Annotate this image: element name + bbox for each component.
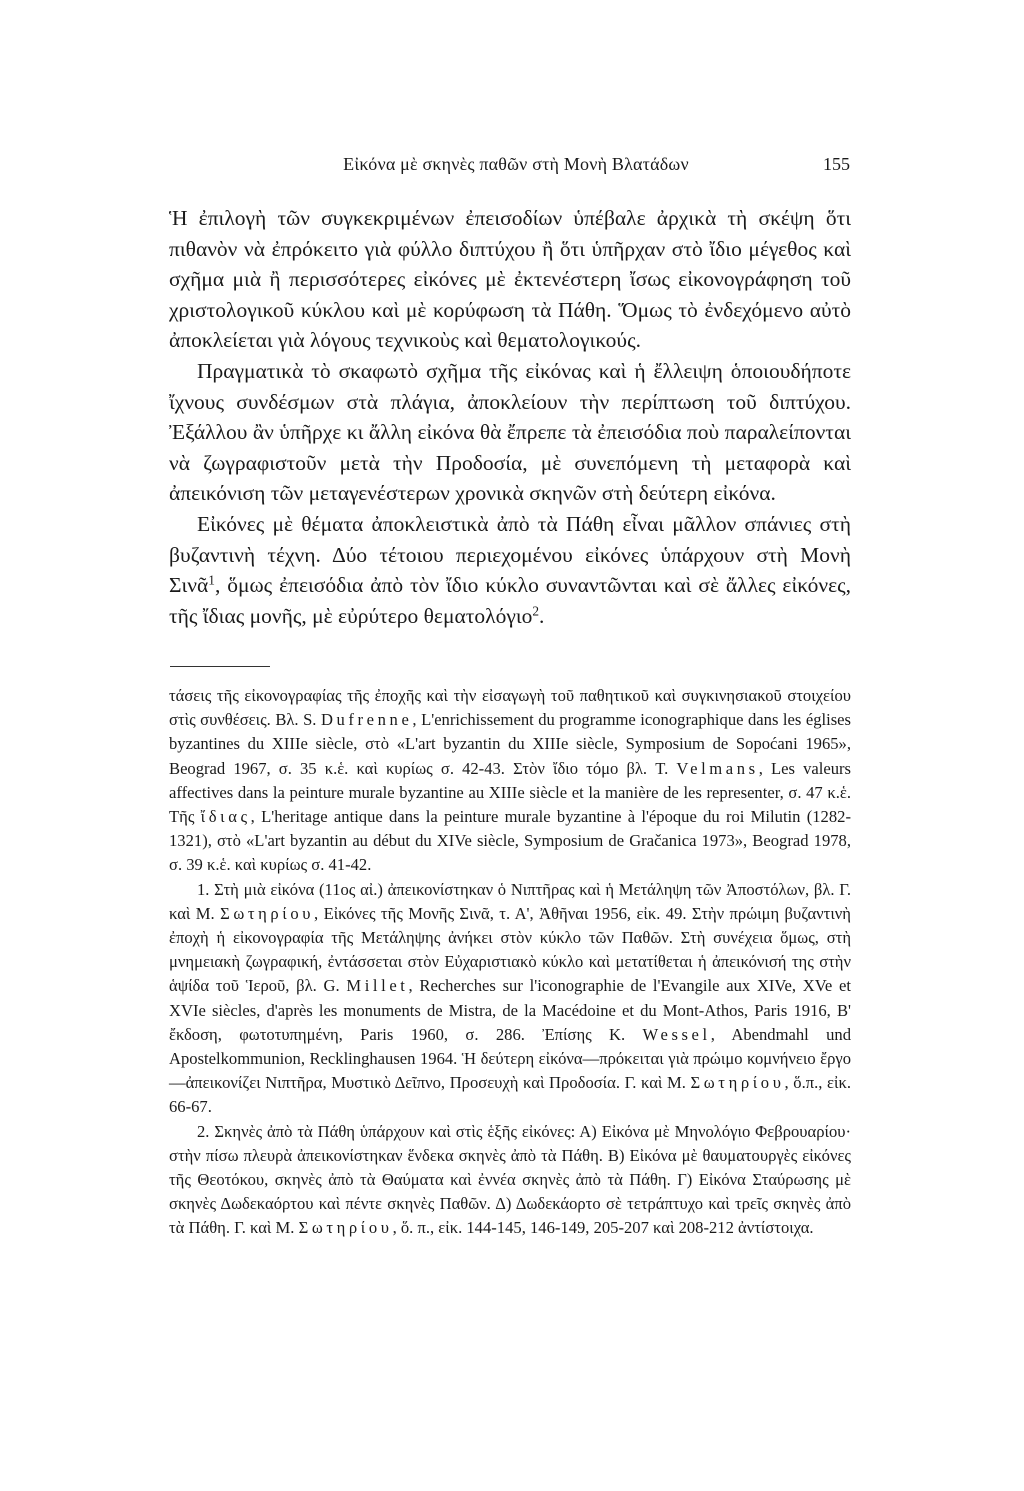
author-name: Dufrenne bbox=[320, 710, 413, 730]
paragraph-3-text-a: Εἰκόνες μὲ θέματα ἀποκλειστικὰ ἀπὸ τὰ Πάθη εἶναι μᾶλλον σπάνιες στὴ βυζαντινὴ τέχνη. Δύο τέτοιου περιεχομένου εἰκόνες ὑπάρχουν στὴ Μονὴ Σινᾶ bbox=[169, 511, 851, 598]
footnote-text: , Recherches sur l'iconographie de l'Evangile aux XIVe, XVe et XVIe siècles, d'après les monuments de Mistra, de la Macédoine et du Mont-Athos, Paris 1916, Β' ἔκδοση, φωτοτυπημένη, Paris 1960, σ. 286. Ἐπίσης K. bbox=[169, 976, 851, 1044]
footnote-text: 1. Στὴ μιὰ εἰκόνα (11ος αἰ.) ἀπεικονίστηκαν ὁ Νιπτῆρας καὶ ἡ Μετάληψη τῶν Ἀποστόλων, βλ. Γ. καὶ Μ. bbox=[169, 879, 851, 923]
footnote-ref-2: 2 bbox=[532, 603, 540, 619]
author-name: Velmans bbox=[676, 758, 759, 778]
paragraph-3 bbox=[169, 509, 851, 631]
paragraph-2: Πραγματικὰ τὸ σκαφωτὸ σχῆμα τῆς εἰκόνας καὶ ἡ ἔλλειψη ὁποιουδήποτε ἴχνους συνδέσμων στὰ πλάγια, ἀποκλείουν τὴν περίπτωση τοῦ διπτύχου. Ἐξάλλου ἂν ὑπῆρχε κι ἄλλη εἰκόνα θὰ ἔπρεπε τὰ ἐπεισόδια ποὺ παραλείπονται νὰ ζωγραφιστοῦν μετὰ τὴν Προδοσία, μὲ συνεπόμενη τὴ μεταφορὰ καὶ ἀπεικόνιση τῶν μεταγενέστερων χρονικὰ σκηνῶν στὴ δεύτερη εἰκόνα. bbox=[169, 358, 851, 506]
footnote-text: , ὅ. π., εἰκ. 144-145, 146-149, 205-207 καὶ 208-212 ἀντίστοιχα. bbox=[392, 1218, 814, 1238]
footnote-text: 2. Σκηνὲς ἀπὸ τὰ Πάθη ὑπάρχουν καὶ στὶς ἑξῆς εἰκόνες: Α) Εἰκόνα μὲ Μηνολόγιο Φεβρουαρίου· στὴν πίσω πλευρὰ ἀπεικονίστηκαν ἕνδεκα σκηνὲς ἀπὸ τὰ Πάθη. Β) Εἰκόνα μὲ θαυματουργὲς εἰκόνες τῆς Θεοτόκου, σκηνὲς ἀπὸ τὰ Θαύματα καὶ ἐννέα σκηνὲς ἀπὸ τὰ Πάθη. Γ) Εἰκόνα Σταύρωσης μὲ σκηνὲς Δωδεκαόρτου καὶ πέντε σκηνὲς Παθῶν. Δ) Δωδεκάορτο σὲ τετράπτυχο καὶ τρεῖς σκηνὲς ἀπὸ τὰ Πάθη. Γ. καὶ Μ. bbox=[169, 1121, 851, 1238]
running-title: Εἰκόνα μὲ σκηνὲς παθῶν στὴ Μονὴ Βλατάδων bbox=[343, 154, 689, 174]
paragraph-1: Ἡ ἐπιλογὴ τῶν συγκεκριμένων ἐπεισοδίων ὑπέβαλε ἀρχικὰ τὴ σκέψη ὅτι πιθανὸν νὰ ἐπρόκειτο γιὰ φύλλο διπτύχου ἢ ὅτι ὑπῆρχαν στὸ ἴδιο μέγεθος καὶ σχῆμα μιὰ ἢ περισσότερες εἰκόνες μὲ ἐκτενέστερη ἴσως εἰκονογράφηση τοῦ χριστολογικοῦ κύκλου καὶ μὲ κορύφωση τὰ Πάθη. Ὅμως τὸ ἐνδεχόμενο αὐτὸ ἀποκλείεται γιὰ λόγους τεχνικοὺς καὶ θεματολογικούς. bbox=[169, 206, 851, 353]
footnote-1 bbox=[169, 878, 851, 1120]
footnote-text: , L'enrichissement du programme iconographique dans les églises byzantines du XIIIe siècle, στὸ «L'art byzantin du XIIIe siècle, Symposium de Sopoćani 1965», Beograd 1967, σ. 35 κ.ἑ. καὶ κυρίως σ. 42-43. Στὸν ἴδιο τόμο βλ. T. bbox=[169, 710, 852, 778]
footnote-2 bbox=[169, 1120, 851, 1241]
author-name: Wessel bbox=[642, 1024, 711, 1044]
footnote-text: , Abendmahl und Apostelkommunion, Recklinghausen 1964. Ἡ δεύτερη εἰκόνα—πρόκειται γιὰ πρώιμο κομνήνειο ἔργο—ἀπεικονίζει Νιπτῆρα, Μυστικὸ Δεῖπνο, Προσευχὴ καὶ Προδοσία. Γ. καὶ Μ. bbox=[169, 1024, 852, 1093]
footnote-text: , ὅ.π., εἰκ. 66-67. bbox=[169, 1073, 851, 1117]
paragraph-3-text-b: , ὅμως ἐπεισόδια ἀπὸ τὸν ἴδιο κύκλο συναντῶνται καὶ σὲ ἄλλες εἰκόνες, τῆς ἴδιας μονῆς, μὲ εὐρύτερο θεματολόγιο bbox=[169, 573, 851, 628]
footnote-text: , Εἰκόνες τῆς Μονῆς Σινᾶ, τ. Α', Ἀθῆναι 1956, εἰκ. 49. Στὴν πρώιμη βυζαντινὴ ἐποχὴ ἡ εἰκονογραφία τῆς Μετάληψης ἀνήκει στὸν κύκλο τῶν Παθῶν. Στὴ συνέχεια ὅμως, στὴ μνημειακὴ ζωγραφική, ἐντάσσεται στὸν Εὐχαριστιακὸ κύκλο καὶ μετατίθεται ἡ ἀπεικόνισή της στὴν ἁψίδα τοῦ Ἱεροῦ, βλ. G. bbox=[169, 903, 851, 996]
author-name: Millet bbox=[346, 976, 409, 996]
main-text bbox=[169, 203, 851, 631]
author-name: Σωτηρίου bbox=[220, 903, 315, 923]
footnote-ref-1: 1 bbox=[208, 572, 215, 588]
author-name: Σωτηρίου bbox=[298, 1218, 393, 1238]
paragraph-3-text-c: . bbox=[539, 603, 545, 628]
author-name: Σωτηρίου bbox=[690, 1073, 785, 1093]
footnote-text: , Les valeurs affectives dans la peinture murale byzantine au XIIIe siècle et la manière de les representer, σ. 47 κ.ἑ. Τῆς bbox=[169, 758, 851, 827]
footnote-separator bbox=[170, 666, 270, 667]
footnote-continuation bbox=[169, 684, 851, 878]
footnote-text: , L'heritage antique dans la peinture murale byzantine à l'époque du roi Milutin (1282-1321), στὸ «L'art byzantin au début du XIVe siècle, Symposium de Gračanica 1973», Beograd 1978, σ. 39 κ.ἑ. καὶ κυρίως σ. 41-42. bbox=[169, 807, 851, 875]
footnotes bbox=[169, 684, 851, 1241]
footnote-text: τάσεις τῆς εἰκονογραφίας τῆς ἐποχῆς καὶ τὴν εἰσαγωγὴ τοῦ παθητικοῦ καὶ συγκινησιακοῦ στοιχείου στὶς συνθέσεις. Βλ. S. bbox=[169, 686, 851, 730]
page-number: 155 bbox=[823, 154, 850, 174]
author-name: ἴδιας bbox=[200, 807, 251, 827]
